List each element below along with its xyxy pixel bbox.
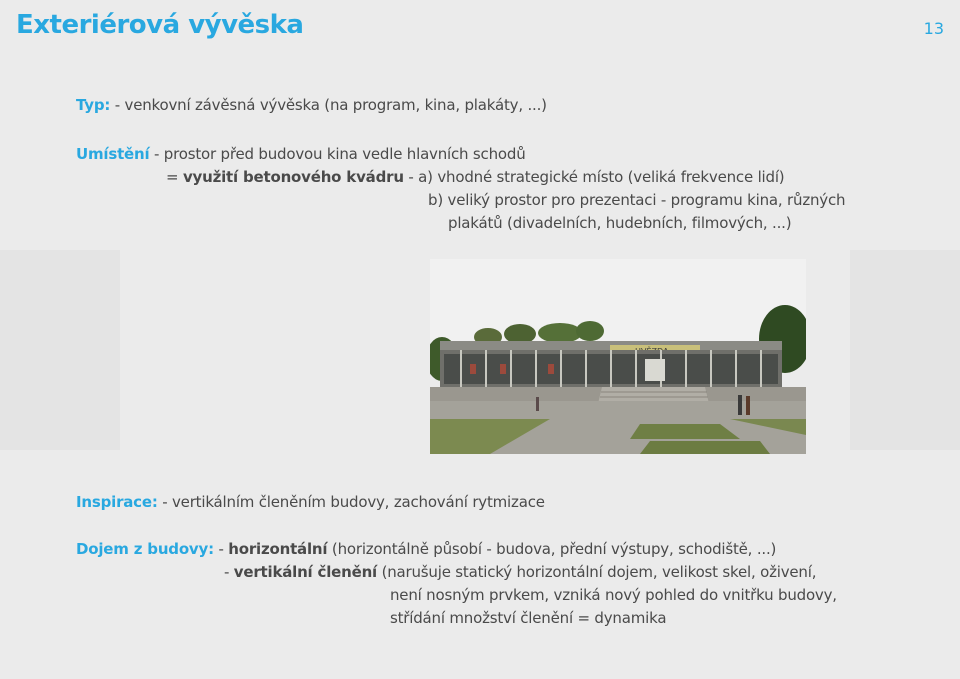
inspirace-label: Inspirace: [76, 493, 158, 511]
dojem-line-1-bold: horizontální [228, 540, 328, 558]
umisteni-line-1 [76, 145, 526, 163]
dojem-line-1-prefix: - [213, 540, 229, 558]
background-panel [0, 250, 120, 450]
inspirace-line [76, 493, 545, 511]
cinema-building-photo [430, 259, 806, 454]
umisteni-line-2-bold: využití betonového kvádru [182, 168, 404, 186]
background-panel [850, 250, 960, 450]
typ-line [76, 96, 547, 114]
umisteni-line-2-rest: - a) vhodné strategické místo (veliká frekvence lidí) [403, 168, 785, 186]
umisteni-line-2 [166, 168, 784, 186]
dojem-line-4: střídání množství členění = dynamika [390, 609, 667, 627]
typ-label: Typ: [76, 96, 111, 114]
dojem-line-2-bold: vertikální členění [233, 563, 378, 581]
page-number: 13 [923, 19, 944, 38]
dojem-line-2 [224, 563, 816, 581]
dojem-line-1 [76, 540, 776, 558]
dojem-line-1-rest: (horizontálně působí - budova, přední výstupy, schodiště, ...) [327, 540, 777, 558]
page-title: Exteriérová vývěska [16, 10, 304, 40]
typ-text: - venkovní závěsná vývěska (na program, kina, plakáty, ...) [110, 96, 547, 114]
umisteni-line-3: b) veliký prostor pro prezentaci - programu kina, různých [428, 191, 846, 209]
umisteni-text-1: - prostor před budovou kina vedle hlavních schodů [149, 145, 526, 163]
inspirace-text: - vertikálním členěním budovy, zachování rytmizace [157, 493, 545, 511]
dojem-line-2-rest: (narušuje statický horizontální dojem, velikost skel, oživení, [377, 563, 817, 581]
umisteni-label: Umístění [76, 145, 150, 163]
dojem-line-2-prefix: - [224, 563, 234, 581]
dojem-line-3: není nosným prvkem, vzniká nový pohled do vnitřku budovy, [390, 586, 837, 604]
umisteni-line-2-prefix: = [166, 168, 183, 186]
umisteni-line-4: plakátů (divadelních, hudebních, filmových, ...) [448, 214, 792, 232]
dojem-label: Dojem z budovy: [76, 540, 214, 558]
